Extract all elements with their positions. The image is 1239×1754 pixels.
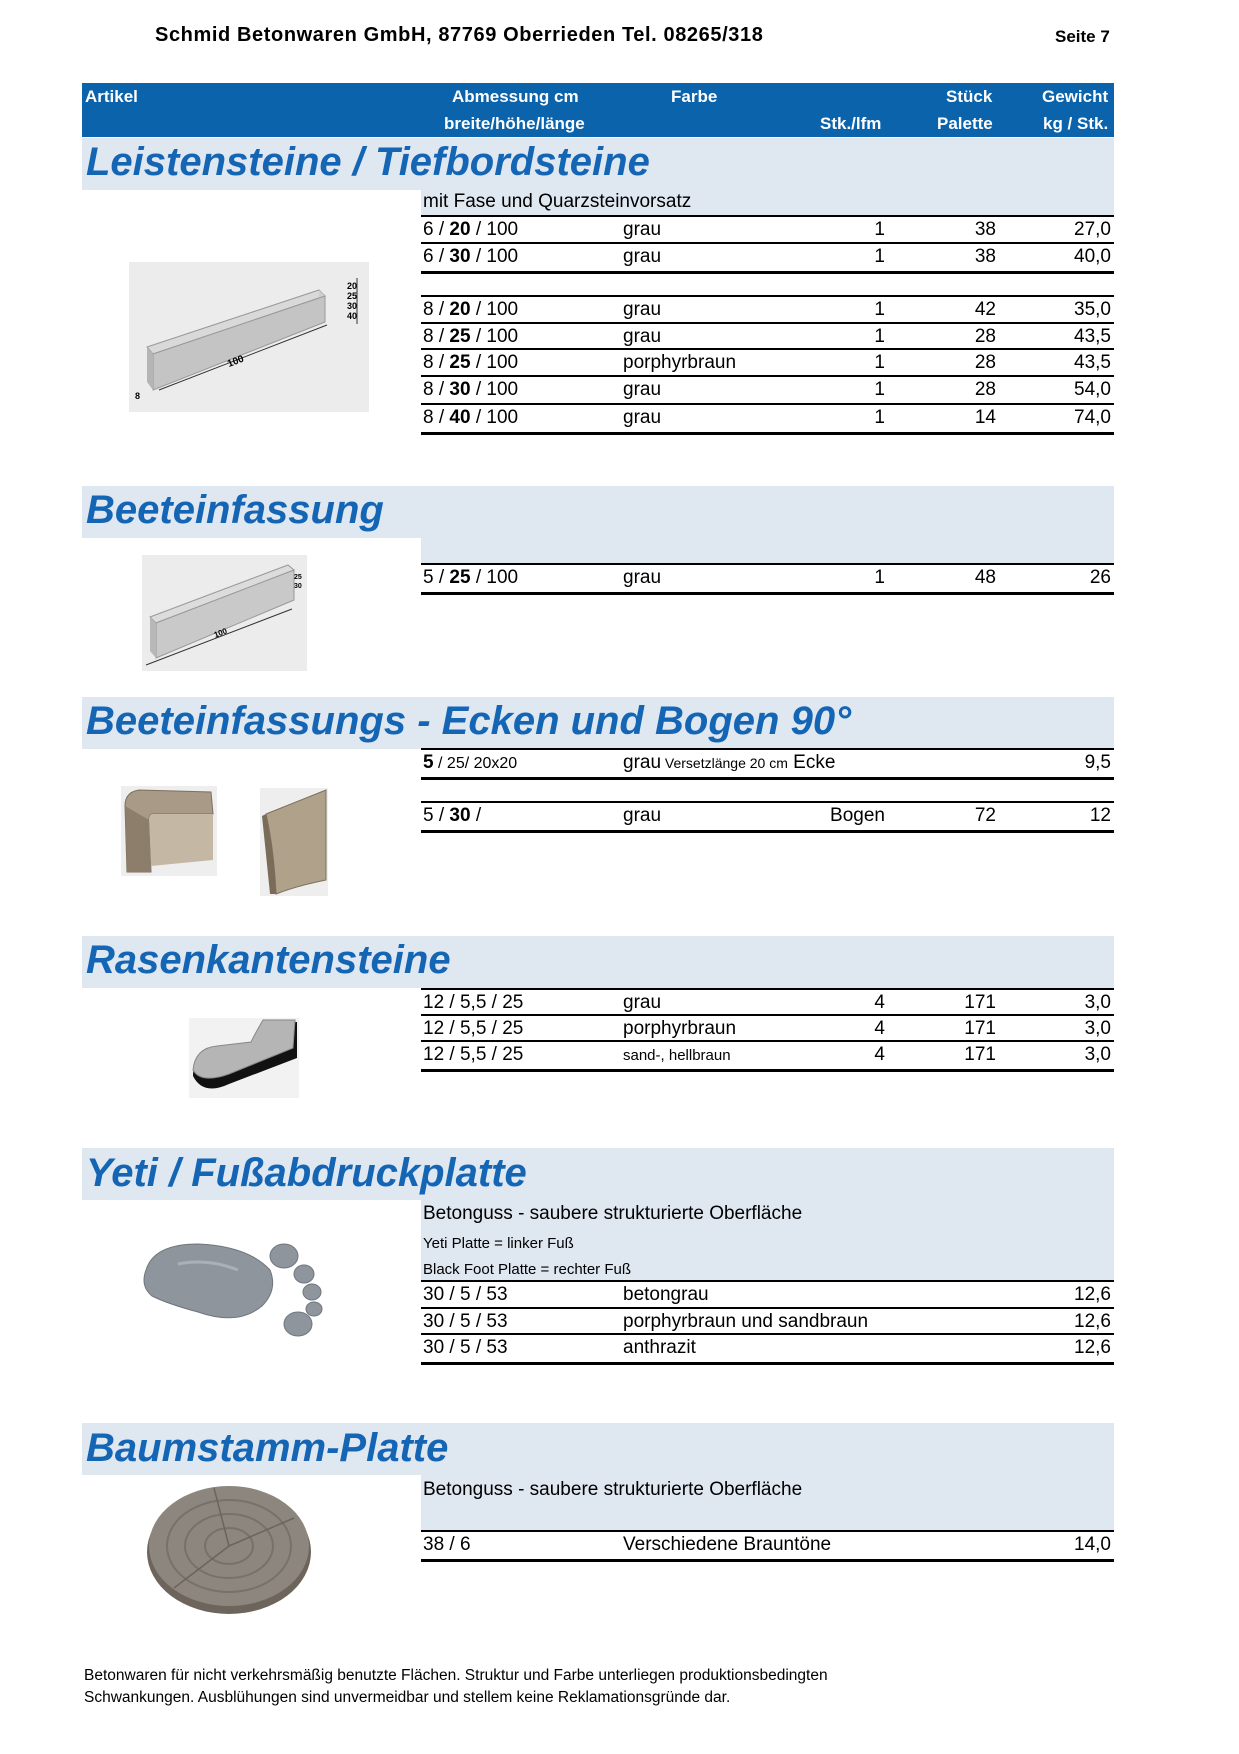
color-cell: betongrau <box>623 1284 709 1305</box>
dimension-cell: 6 / 20 / 100 <box>423 219 519 240</box>
stk-cell: 1 <box>874 407 885 428</box>
weight-cell: 3,0 <box>1084 992 1111 1013</box>
palette-cell: 28 <box>974 352 996 373</box>
table-row <box>421 348 1114 377</box>
length-label: 100 <box>212 626 229 640</box>
color-cell: porphyrbraun <box>623 352 737 373</box>
dimension-cell: 12 / 5,5 / 25 <box>423 992 524 1013</box>
col-artikel: Artikel <box>85 87 138 106</box>
color-cell: grau <box>623 326 662 347</box>
dimension-cell: 30 / 5 / 53 <box>423 1337 508 1358</box>
table-row <box>421 322 1114 351</box>
section-band-beet-ext <box>421 538 1114 564</box>
bogen-image <box>260 788 328 896</box>
palette-cell: 14 <box>974 407 996 428</box>
color-cell: grau <box>623 407 662 428</box>
height-label: 30 <box>294 583 302 590</box>
weight-cell: 43,5 <box>1074 352 1111 373</box>
stk-cell: Bogen <box>830 805 885 826</box>
table-row <box>421 563 1114 595</box>
baumstamm-image <box>144 1478 314 1618</box>
table-row <box>421 1040 1114 1072</box>
color-cell: grau <box>623 379 662 400</box>
table-row <box>421 1280 1114 1309</box>
table-row <box>421 1307 1114 1336</box>
footer-line-1: Betonwaren für nicht verkehrsmäßig benutzte Flächen. Struktur und Farbe unterliegen produktionsbedingten <box>84 1667 828 1684</box>
stk-cell: 4 <box>874 992 885 1013</box>
note-material: Betonguss - saubere strukturierte Oberfläche <box>423 1203 803 1224</box>
section-title-rasen: Rasenkantensteine <box>86 938 451 982</box>
palette-cell: 28 <box>974 326 996 347</box>
palette-cell: 38 <box>974 219 996 240</box>
width-label: 8 <box>135 391 141 401</box>
length-label: 100 <box>226 353 246 370</box>
color-cell: grau <box>623 992 662 1013</box>
stk-cell: 1 <box>874 567 885 588</box>
weight-cell: 3,0 <box>1084 1044 1111 1065</box>
footer-line-2: Schwankungen. Ausblühungen sind unvermeidbar und stellem keine Reklamationsgründe dar. <box>84 1689 731 1706</box>
color-cell: anthrazit <box>623 1337 696 1358</box>
leistenstein-image <box>129 262 369 412</box>
weight-cell: 12,6 <box>1074 1337 1111 1358</box>
palette-cell: 171 <box>964 1044 996 1065</box>
weight-cell: 74,0 <box>1074 407 1111 428</box>
palette-cell: 48 <box>974 567 996 588</box>
palette-cell: 28 <box>974 379 996 400</box>
weight-cell: 12,6 <box>1074 1311 1111 1332</box>
col-stk-lfm: Stk./lfm <box>820 114 882 133</box>
col-palette: Palette <box>937 114 993 133</box>
color-cell: grau <box>623 246 662 267</box>
rasenkante-image <box>189 1018 299 1098</box>
table-row <box>421 988 1114 1017</box>
col-stueck: Stück <box>946 87 993 106</box>
palette-cell: 42 <box>974 299 996 320</box>
dimension-cell: 38 / 6 <box>423 1534 471 1555</box>
stk-cell: 4 <box>874 1044 885 1065</box>
weight-cell: 40,0 <box>1074 246 1111 267</box>
palette-cell: 171 <box>964 1018 996 1039</box>
table-row <box>421 1530 1114 1562</box>
color-cell: grau <box>623 805 662 826</box>
stk-cell: 1 <box>874 246 885 267</box>
weight-cell: 14,0 <box>1074 1534 1111 1555</box>
color-cell: Verschiedene Brauntöne <box>623 1534 832 1555</box>
dimension-cell: 30 / 5 / 53 <box>423 1284 508 1305</box>
color-cell: grau <box>623 299 662 320</box>
subtitle-leisten: mit Fase und Quarzsteinvorsatz <box>423 191 692 212</box>
footprint-image <box>138 1230 332 1338</box>
dimension-cell: 6 / 30 / 100 <box>423 246 519 267</box>
section-title-ecken: Beeteinfassungs - Ecken und Bogen 90° <box>86 699 852 743</box>
color-cell: porphyrbraun und sandbraun <box>623 1311 869 1332</box>
column-header-bar <box>82 83 1114 137</box>
page-number: Seite 7 <box>1055 27 1110 46</box>
stk-cell: 1 <box>874 326 885 347</box>
weight-cell: 12,6 <box>1074 1284 1111 1305</box>
weight-cell: 54,0 <box>1074 379 1111 400</box>
weight-cell: 27,0 <box>1074 219 1111 240</box>
stk-cell: 1 <box>874 352 885 373</box>
color-cell: grau <box>623 219 662 240</box>
dimension-cell: 12 / 5,5 / 25 <box>423 1044 524 1065</box>
section-title-yeti: Yeti / Fußabdruckplatte <box>86 1151 527 1195</box>
color-cell: grau <box>623 567 662 588</box>
table-row <box>421 295 1114 324</box>
table-row <box>421 801 1114 833</box>
dimension-cell: 8 / 25 / 100 <box>423 326 519 347</box>
color-cell: grau Versetzlänge 20 cm Ecke <box>623 752 836 773</box>
table-row <box>421 375 1114 404</box>
dimension-cell: 8 / 40 / 100 <box>423 407 519 428</box>
table-row <box>421 242 1114 274</box>
col-kg-stk: kg / Stk. <box>1043 114 1109 133</box>
height-label: 40 <box>347 311 358 321</box>
company-header: Schmid Betonwaren GmbH, 87769 Oberrieden Tel. 08265/318 <box>155 24 764 46</box>
col-abmessung-sub: breite/höhe/länge <box>444 114 585 133</box>
stk-cell: 1 <box>874 379 885 400</box>
weight-cell: 35,0 <box>1074 299 1111 320</box>
dimension-cell: 30 / 5 / 53 <box>423 1311 508 1332</box>
note-yeti: Yeti Platte = linker Fuß <box>423 1235 574 1252</box>
col-farbe: Farbe <box>671 87 718 106</box>
table-row <box>421 1333 1114 1365</box>
table-row <box>421 748 1114 780</box>
weight-cell: 9,5 <box>1084 752 1111 773</box>
palette-cell: 38 <box>974 246 996 267</box>
dimension-cell: 5 / 25/ 20x20 <box>423 752 518 773</box>
weight-cell: 43,5 <box>1074 326 1111 347</box>
dimension-cell: 8 / 20 / 100 <box>423 299 519 320</box>
weight-cell: 3,0 <box>1084 1018 1111 1039</box>
height-label: 30 <box>347 301 358 311</box>
palette-cell: 72 <box>974 805 996 826</box>
stk-cell: 4 <box>874 1018 885 1039</box>
section-title-leisten: Leistensteine / Tiefbordsteine <box>86 140 650 184</box>
height-label: 25 <box>347 291 358 301</box>
note-blackfoot: Black Foot Platte = rechter Fuß <box>423 1261 632 1278</box>
palette-cell: 171 <box>964 992 996 1013</box>
col-gewicht: Gewicht <box>1042 87 1109 106</box>
dimension-cell: 5 / 25 / 100 <box>423 567 519 588</box>
height-label: 25 <box>294 574 302 581</box>
footer-note <box>84 1665 828 1709</box>
dimension-cell: 8 / 30 / 100 <box>423 379 519 400</box>
ecke-image <box>121 786 217 876</box>
dimension-cell: 12 / 5,5 / 25 <box>423 1018 524 1039</box>
height-label: 20 <box>347 281 358 291</box>
table-row <box>421 1014 1114 1043</box>
beeteinfassung-image <box>142 555 307 671</box>
stk-cell: 1 <box>874 299 885 320</box>
note-material: Betonguss - saubere strukturierte Oberfläche <box>423 1479 803 1500</box>
section-title-beet: Beeteinfassung <box>86 488 384 532</box>
table-row <box>421 215 1114 244</box>
col-abmessung: Abmessung cm <box>452 87 579 106</box>
dimension-cell: 5 / 30 / <box>423 805 482 826</box>
color-cell: sand-, hellbraun <box>623 1047 731 1064</box>
weight-cell: 12 <box>1089 805 1111 826</box>
table-row <box>421 403 1114 435</box>
dimension-cell: 8 / 25 / 100 <box>423 352 519 373</box>
stk-cell: 1 <box>874 219 885 240</box>
color-cell: porphyrbraun <box>623 1018 737 1039</box>
section-title-baum: Baumstamm-Platte <box>86 1426 449 1470</box>
weight-cell: 26 <box>1089 567 1111 588</box>
